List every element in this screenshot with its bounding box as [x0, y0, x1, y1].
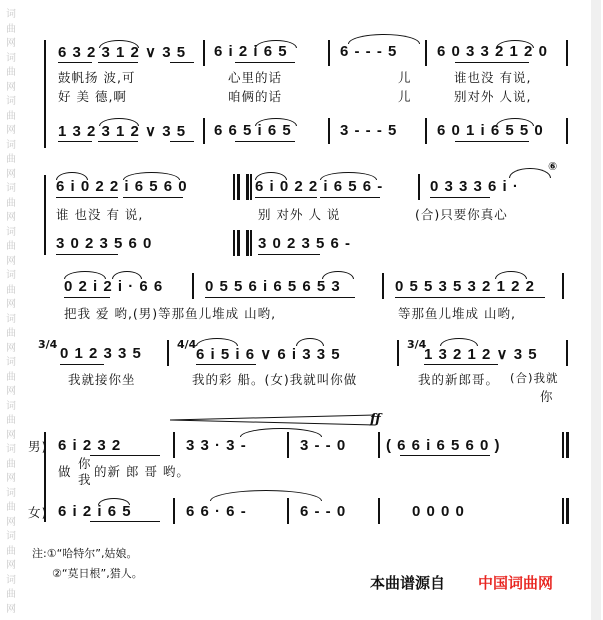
r2-top-m1: 6 i 0 2 2 i 6 5 6 0 — [56, 178, 188, 195]
dynamic-mark: ff — [370, 412, 381, 427]
underline — [64, 297, 110, 298]
barline — [397, 340, 399, 366]
final-bar-thick — [566, 432, 569, 458]
watermark-char: 曲 — [6, 371, 16, 383]
watermark-char: 词 — [6, 270, 16, 281]
r1-top-m3: 6 - - - 5 — [340, 43, 398, 60]
r1-lyric1-a: 鼓帆扬 波,可 — [58, 70, 136, 85]
r3-m1: 0 2 i 2 i · 6 6 — [64, 278, 164, 295]
footnote-1: 注:①“哈特尔”,姑娘。 — [32, 547, 138, 560]
underline — [58, 141, 92, 142]
barline — [192, 273, 194, 299]
footnote-2: ②“莫日根”,猎人。 — [52, 567, 143, 580]
watermark-char: 网 — [6, 212, 16, 223]
watermark-char: 网 — [6, 473, 16, 484]
underline — [170, 141, 194, 142]
watermark-char: 曲 — [6, 502, 16, 513]
watermark-char: 网 — [6, 342, 16, 354]
watermark-char: 词 — [6, 531, 16, 542]
slur — [440, 338, 478, 346]
watermark-char: 曲 — [6, 284, 16, 296]
source-prefix: 本曲谱源自 — [370, 574, 446, 592]
watermark-char: 词 — [6, 183, 16, 194]
underline — [90, 455, 160, 456]
r4-lyric-b: 我的彩 船。(女)我就叫你做 — [192, 372, 358, 387]
system-brace-2 — [44, 175, 46, 255]
repeat-bar — [233, 174, 235, 200]
watermark-char: 曲 — [6, 23, 16, 35]
repeat-bar — [250, 230, 252, 256]
barline — [173, 432, 175, 458]
repeat-bar-thick — [237, 230, 240, 256]
final-bar — [562, 498, 564, 524]
r4-chorus-2: 你 — [540, 389, 554, 404]
barline — [566, 118, 568, 144]
underline — [196, 364, 256, 365]
slur — [296, 338, 324, 346]
r3-lyric-b: 等那鱼儿堆成 山哟, — [398, 306, 516, 321]
underline — [235, 141, 295, 142]
watermark-char: 词 — [6, 444, 16, 455]
barline — [173, 498, 175, 524]
r1-top-m2: 6 i 2 i 6 5 — [214, 43, 288, 60]
watermark-char: 词 — [6, 574, 16, 586]
underline — [258, 254, 320, 255]
underline — [205, 297, 355, 298]
r1-lyric2-d: 别对外 人说, — [454, 89, 532, 104]
slur — [322, 271, 354, 279]
watermark-char: 曲 — [6, 110, 16, 122]
watermark-char: 词 — [6, 357, 16, 368]
final-bar — [562, 432, 564, 458]
barline — [566, 40, 568, 66]
underline — [455, 62, 529, 63]
r1-low-m3: 3 - - - 5 — [340, 122, 398, 139]
watermark-char: 网 — [6, 168, 16, 180]
slur — [123, 172, 180, 180]
r5-lyric-b: 你 — [78, 456, 92, 471]
r6-m1: 6 i 2 i 6 5 — [58, 503, 132, 520]
underline — [56, 254, 118, 255]
barline — [425, 118, 427, 144]
watermark-char: 网 — [6, 255, 16, 267]
watermark-char: 网 — [6, 560, 16, 571]
time-signature: 3/4 — [38, 338, 58, 351]
underline — [235, 62, 295, 63]
r5-lyric-c: 的新 郎 哥 哟。 — [94, 464, 190, 479]
repeat-bar-thick — [246, 230, 249, 256]
watermark-char: 词 — [6, 52, 16, 64]
right-edge-strip — [591, 0, 601, 620]
slur — [98, 498, 130, 505]
watermark-char: 曲 — [6, 589, 16, 600]
watermark-char: 词 — [6, 313, 16, 325]
r4-m1: 0 1 2 3 3 5 — [60, 345, 142, 362]
system-brace-1 — [44, 40, 46, 148]
slur — [255, 118, 297, 126]
underline — [320, 197, 380, 198]
r2-lyric-b: 别 对外 人 说 — [258, 207, 341, 222]
watermark-char: 词 — [6, 9, 16, 20]
tie — [210, 490, 322, 501]
underline — [98, 141, 138, 142]
slur — [64, 271, 106, 279]
final-bar-thick — [566, 498, 569, 524]
tie — [348, 34, 420, 44]
watermark-char: 网 — [6, 125, 16, 136]
barline — [378, 498, 380, 524]
r1-lyric2-c: 儿 — [398, 89, 412, 104]
r5-m4: ( 6 6 i 6 5 6 0 ) — [386, 437, 501, 454]
watermark-char: 曲 — [6, 197, 16, 209]
watermark-char: 词 — [6, 139, 16, 151]
watermark-char: 曲 — [6, 241, 16, 252]
underline — [98, 62, 138, 63]
slur — [99, 40, 139, 48]
r2-top-m3: 0 3 3 3 6 i · — [430, 178, 519, 195]
r3-m3: 0 5 5 3 5 3 2 1 2 2 — [395, 278, 535, 295]
barline — [418, 174, 420, 200]
r1-lyric1-c: 儿 — [398, 70, 412, 85]
r1-lyric1-d: 谁也没 有说, — [454, 70, 532, 85]
footnote-marker-6: ⑥ — [548, 160, 558, 173]
watermark-char: 曲 — [6, 415, 16, 426]
watermark-char: 曲 — [6, 67, 16, 78]
r6-m3: 6 - - 0 — [300, 503, 347, 520]
r1-lyric2-a: 好 美 德,啊 — [58, 89, 127, 104]
r4-chorus: (合)我就 — [510, 371, 559, 385]
r2-low-m2: 3 0 2 3 5 6 - — [258, 235, 352, 252]
time-signature: 3/4 — [407, 338, 427, 351]
r5-lyric-a: 做 — [58, 464, 72, 479]
r6-m4: 0 0 0 0 — [412, 503, 465, 520]
r2-low-m1: 3 0 2 3 5 6 0 — [56, 235, 153, 252]
source-site-link[interactable]: 中国词曲网 — [478, 574, 554, 592]
slur — [320, 172, 377, 180]
underline — [170, 62, 194, 63]
barline — [562, 273, 564, 299]
watermark-char: 曲 — [6, 545, 16, 557]
female-voice-label: 女) — [28, 505, 48, 520]
repeat-bar — [233, 230, 235, 256]
slur — [496, 40, 534, 48]
r3-m2: 0 5 5 6 i 6 5 6 5 3 — [205, 278, 341, 295]
barline — [566, 340, 568, 366]
barline — [287, 498, 289, 524]
underline — [123, 197, 183, 198]
repeat-bar-thick — [237, 174, 240, 200]
repeat-bar-thick — [246, 174, 249, 200]
underline — [60, 364, 104, 365]
slur — [495, 271, 527, 279]
watermark-char: 网 — [6, 603, 16, 615]
watermark-char: 网 — [6, 38, 16, 49]
underline — [58, 62, 92, 63]
watermark-char: 曲 — [6, 328, 16, 339]
time-signature: 4/4 — [177, 338, 197, 351]
r4-lyric-c: 我的新郎哥。 — [418, 372, 500, 387]
underline — [424, 364, 498, 365]
r4-m3: 1 3 2 1 2 ∨ 3 5 — [424, 346, 538, 363]
underline — [56, 197, 118, 198]
r5-m1: 6 i 2 3 2 — [58, 437, 122, 454]
r1-lyric2-b: 咱俩的话 — [228, 89, 283, 104]
r1-low-m2: 6 6 5 i 6 5 — [214, 122, 292, 139]
slur — [496, 118, 534, 126]
slur — [255, 172, 287, 180]
underline — [90, 521, 160, 522]
r2-top-m2: 6 i 0 2 2 i 6 5 6 - — [255, 178, 384, 195]
r2-lyric-a: 谁 也没 有 说, — [56, 207, 144, 222]
barline — [167, 340, 169, 366]
underline — [430, 197, 490, 198]
slur — [56, 172, 88, 180]
r3-lyric-a: 把我 爱 哟,(男)等那鱼儿堆成 山哟, — [64, 306, 277, 321]
r1-top-m1: 6 3 2 3 1 2 ∨ 3 5 — [58, 44, 187, 61]
watermark-char: 词 — [6, 487, 16, 499]
crescendo-hairpin — [170, 414, 380, 426]
r2-lyric-c: (合)只要你真心 — [415, 207, 508, 222]
watermark-char: 词 — [6, 226, 16, 238]
watermark-char: 网 — [6, 81, 16, 93]
r4-lyric-a: 我就接你坐 — [68, 372, 136, 387]
barline — [382, 273, 384, 299]
barline — [203, 118, 205, 144]
watermark-char: 网 — [6, 429, 16, 441]
barline — [425, 40, 427, 66]
r1-lyric1-b: 心里的话 — [228, 70, 283, 85]
watermark-char: 词 — [6, 400, 16, 412]
slur — [112, 271, 142, 279]
repeat-bar — [250, 174, 252, 200]
barline — [378, 432, 380, 458]
r1-low-m1: 1 3 2 3 1 2 ∨ 3 5 — [58, 123, 187, 140]
r5-lyric-d: 我 — [78, 472, 92, 487]
slur — [196, 338, 238, 346]
watermark-char: 曲 — [6, 458, 16, 470]
slur — [255, 40, 297, 48]
r1-top-m4: 6 0 3 3 2 1 2 0 — [437, 43, 548, 60]
r1-low-m4: 6 0 1 i 6 5 5 0 — [437, 122, 544, 139]
underline — [255, 197, 317, 198]
watermark-char: 网 — [6, 299, 16, 310]
male-voice-label: 男) — [28, 439, 48, 454]
r6-m2: 6 6 · 6 - — [186, 503, 247, 520]
tie — [240, 428, 322, 437]
underline — [400, 455, 490, 456]
watermark-char: 词 — [6, 96, 16, 107]
r5-m2: 3 3 · 3 - — [186, 437, 247, 454]
barline — [328, 118, 330, 144]
slur — [509, 168, 551, 178]
watermark-char: 曲 — [6, 154, 16, 165]
barline — [203, 40, 205, 66]
barline — [328, 40, 330, 66]
watermark-char: 网 — [6, 386, 16, 397]
underline — [455, 141, 529, 142]
underline — [395, 297, 545, 298]
r4-m2: 6 i 5 i 6 ∨ 6 i 3 3 5 — [196, 346, 341, 363]
slur — [99, 118, 139, 126]
watermark-char: 网 — [6, 516, 16, 528]
r5-m3: 3 - - 0 — [300, 437, 347, 454]
